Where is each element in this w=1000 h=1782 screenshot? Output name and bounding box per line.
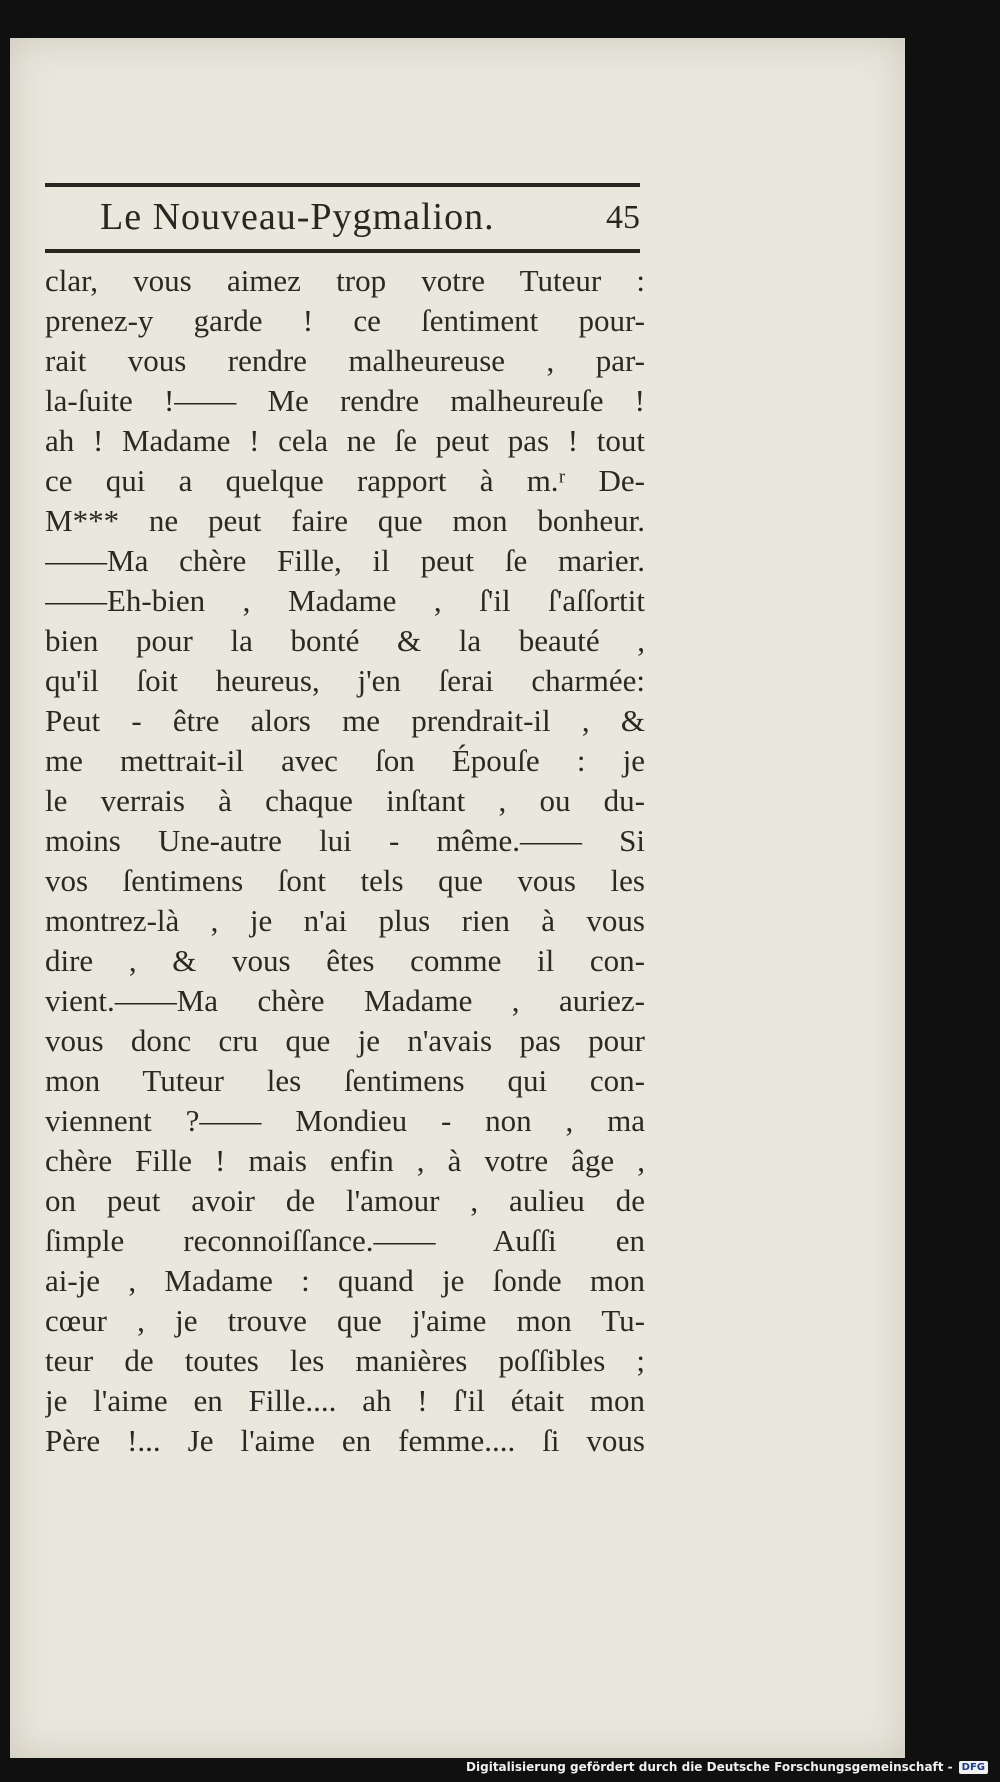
text-line: cœur , je trouve que j'aime mon Tu- — [45, 1303, 645, 1338]
text-line: la-ſuite !—— Me rendre malheureuſe ! — [45, 383, 645, 418]
text-line: ah ! Madame ! cela ne ſe peut pas ! tout — [45, 423, 645, 458]
header-rule-bottom — [45, 249, 640, 253]
text-line: on peut avoir de l'amour , aulieu de — [45, 1183, 645, 1218]
text-line: viennent ?—— Mondieu - non , ma — [45, 1103, 645, 1138]
text-line: ——Eh-bien , Madame , ſ'il ſ'aſſortit — [45, 583, 645, 618]
text-line: clar, vous aimez trop votre Tuteur : — [45, 263, 645, 298]
text-line: Peut - être alors me prendrait-il , & — [45, 703, 645, 738]
running-title: Le Nouveau-Pygmalion. — [100, 196, 495, 238]
digitization-credit: Digitalisierung gefördert durch die Deutsche Forschungsgemeinschaft - — [466, 1760, 953, 1774]
text-line: mon Tuteur les ſentimens qui con- — [45, 1063, 645, 1098]
text-line: montrez-là , je n'ai plus rien à vous — [45, 903, 645, 938]
text-line: prenez-y garde ! ce ſentiment pour- — [45, 303, 645, 338]
text-line: M*** ne peut faire que mon bonheur. — [45, 503, 645, 538]
text-line: teur de toutes les manières poſſibles ; — [45, 1343, 645, 1378]
body-text — [45, 261, 645, 1461]
text-line: ſimple reconnoiſſance.—— Auſſi en — [45, 1223, 645, 1258]
text-line: me mettrait-il avec ſon Épouſe : je — [45, 743, 645, 778]
text-line: vos ſentimens ſont tels que vous les — [45, 863, 645, 898]
text-line: ce qui a quelque rapport à m.ʳ De- — [45, 463, 645, 498]
text-line: vient.——Ma chère Madame , auriez- — [45, 983, 645, 1018]
header-rule-top — [45, 183, 640, 187]
text-line: dire , & vous êtes comme il con- — [45, 943, 645, 978]
text-line: je l'aime en Fille.... ah ! ſ'il était mon — [45, 1383, 645, 1418]
text-line: Père !... Je l'aime en femme.... ſi vous — [45, 1423, 645, 1458]
dfg-logo-icon: DFG — [959, 1761, 988, 1774]
text-line: vous donc cru que je n'avais pas pour — [45, 1023, 645, 1058]
text-line: bien pour la bonté & la beauté , — [45, 623, 645, 658]
text-line: chère Fille ! mais enfin , à votre âge , — [45, 1143, 645, 1178]
digitization-footer — [466, 1758, 988, 1776]
text-line: qu'il ſoit heureus, j'en ſerai charmée: — [45, 663, 645, 698]
text-line: rait vous rendre malheureuse , par- — [45, 343, 645, 378]
text-line: moins Une-autre lui - même.—— Si — [45, 823, 645, 858]
text-line: ——Ma chère Fille, il peut ſe marier. — [45, 543, 645, 578]
text-line: ai-je , Madame : quand je ſonde mon — [45, 1263, 645, 1298]
page-number: 45 — [606, 199, 640, 236]
text-line: le verrais à chaque inſtant , ou du- — [45, 783, 645, 818]
book-page — [10, 38, 905, 1758]
